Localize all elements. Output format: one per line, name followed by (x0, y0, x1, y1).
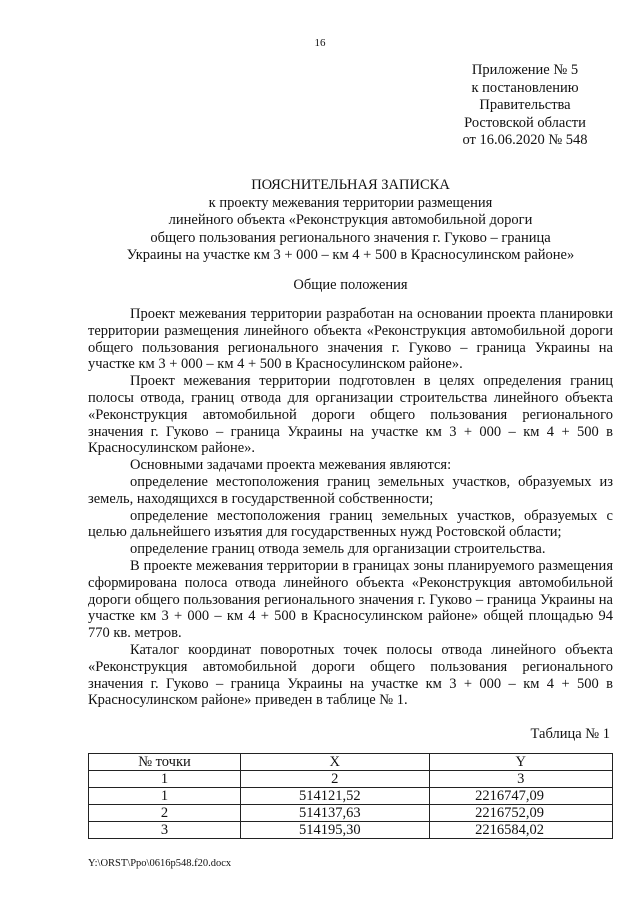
body-text (88, 306, 613, 709)
appendix-line: к постановлению (471, 79, 579, 96)
column-number: 3 (429, 771, 612, 788)
title-line: к проекту межевания территории размещения (208, 194, 493, 211)
paragraph: Проект межевания территории разработан на основании проекта планировки территории размещения линейного объекта «Реконструкция автомобильной дороги общего пользования регионального значения г. Гуково – граница Украины на участке км 3 + 000 – км 4 + 500 в Красносулинском районе». (88, 306, 613, 373)
file-path-footer: Y:\ORST\Ppo\0616p548.f20.docx (88, 858, 232, 869)
header-point: № точки (89, 754, 241, 771)
title-heading: ПОЯСНИТЕЛЬНАЯ ЗАПИСКА (251, 177, 450, 193)
paragraph: Каталог координат поворотных точек полосы отвода линейного объекта «Реконструкция автомобильной дороги общего пользования регионального значения г. Гуково – граница Украины на участке км 3 + 000 – км 4 + 500 в Красносулинском районе» приведен в таблице № 1. (88, 641, 613, 709)
table-row (89, 805, 613, 822)
paragraph: определение местоположения границ земельных участков, образуемых из земель, находящихся в государственной собственности; (88, 473, 613, 507)
point-cell: 3 (89, 822, 241, 839)
table-row (89, 822, 613, 839)
table-row (89, 788, 613, 805)
y-cell: 2216752,09 (429, 805, 612, 822)
paragraph: определение местоположения границ земельных участков, образуемых с целью дальнейшего изъятия для государственных нужд Ростовской области; (88, 507, 613, 541)
paragraph: В проекте межевания территории в границах зоны планируемого размещения сформирована полоса отвода линейного объекта «Реконструкция автомобильной дороги общего пользования регионального значения г. Гуково – граница Украины на участке км 3 + 000 – км 4 + 500 в Красносулинском районе» общей площадью 94 770 кв. метров. (88, 557, 613, 642)
section-heading: Общие положения (293, 277, 408, 293)
header-x: X (240, 754, 429, 771)
x-cell: 514195,30 (240, 822, 429, 839)
x-cell: 514121,52 (240, 788, 429, 805)
y-cell: 2216584,02 (429, 822, 612, 839)
table-numbering-row (89, 771, 613, 788)
paragraph: Проект межевания территории подготовлен в целях определения границ полосы отвода, границ отвода для организации строительства линейного объекта «Реконструкция автомобильной дороги общего пользования регионального значения г. Гуково – граница Украины на участке км 3 + 000 – км 4 + 500 в Красносулинском районе». (88, 373, 613, 457)
y-cell: 2216747,09 (429, 788, 612, 805)
paragraph: Основными задачами проекта межевания являются: (130, 457, 452, 474)
x-cell: 514137,63 (240, 805, 429, 822)
column-number: 2 (240, 771, 429, 788)
paragraph: определение границ отвода земель для организации строительства. (130, 541, 546, 558)
appendix-line: от 16.06.2020 № 548 (462, 132, 588, 148)
table-label: Таблица № 1 (530, 726, 610, 742)
appendix-line: Правительства (479, 97, 571, 113)
appendix-block (430, 62, 620, 150)
column-number: 1 (89, 771, 241, 788)
title-line: Украины на участке км 3 + 000 – км 4 + 500 в Красносулинском районе» (126, 247, 575, 263)
point-cell: 1 (89, 788, 241, 805)
document-title (88, 177, 613, 265)
title-line: линейного объекта «Реконструкция автомобильной дороги (168, 212, 533, 228)
coordinates-table (88, 753, 613, 839)
page-number: 16 (314, 37, 326, 49)
appendix-line: Ростовской области (464, 114, 586, 131)
header-y: Y (429, 754, 612, 771)
point-cell: 2 (89, 805, 241, 822)
table-header-row (89, 754, 613, 771)
appendix-line: Приложение № 5 (471, 62, 579, 78)
title-line: общего пользования регионального значения г. Гуково – граница (150, 229, 551, 246)
